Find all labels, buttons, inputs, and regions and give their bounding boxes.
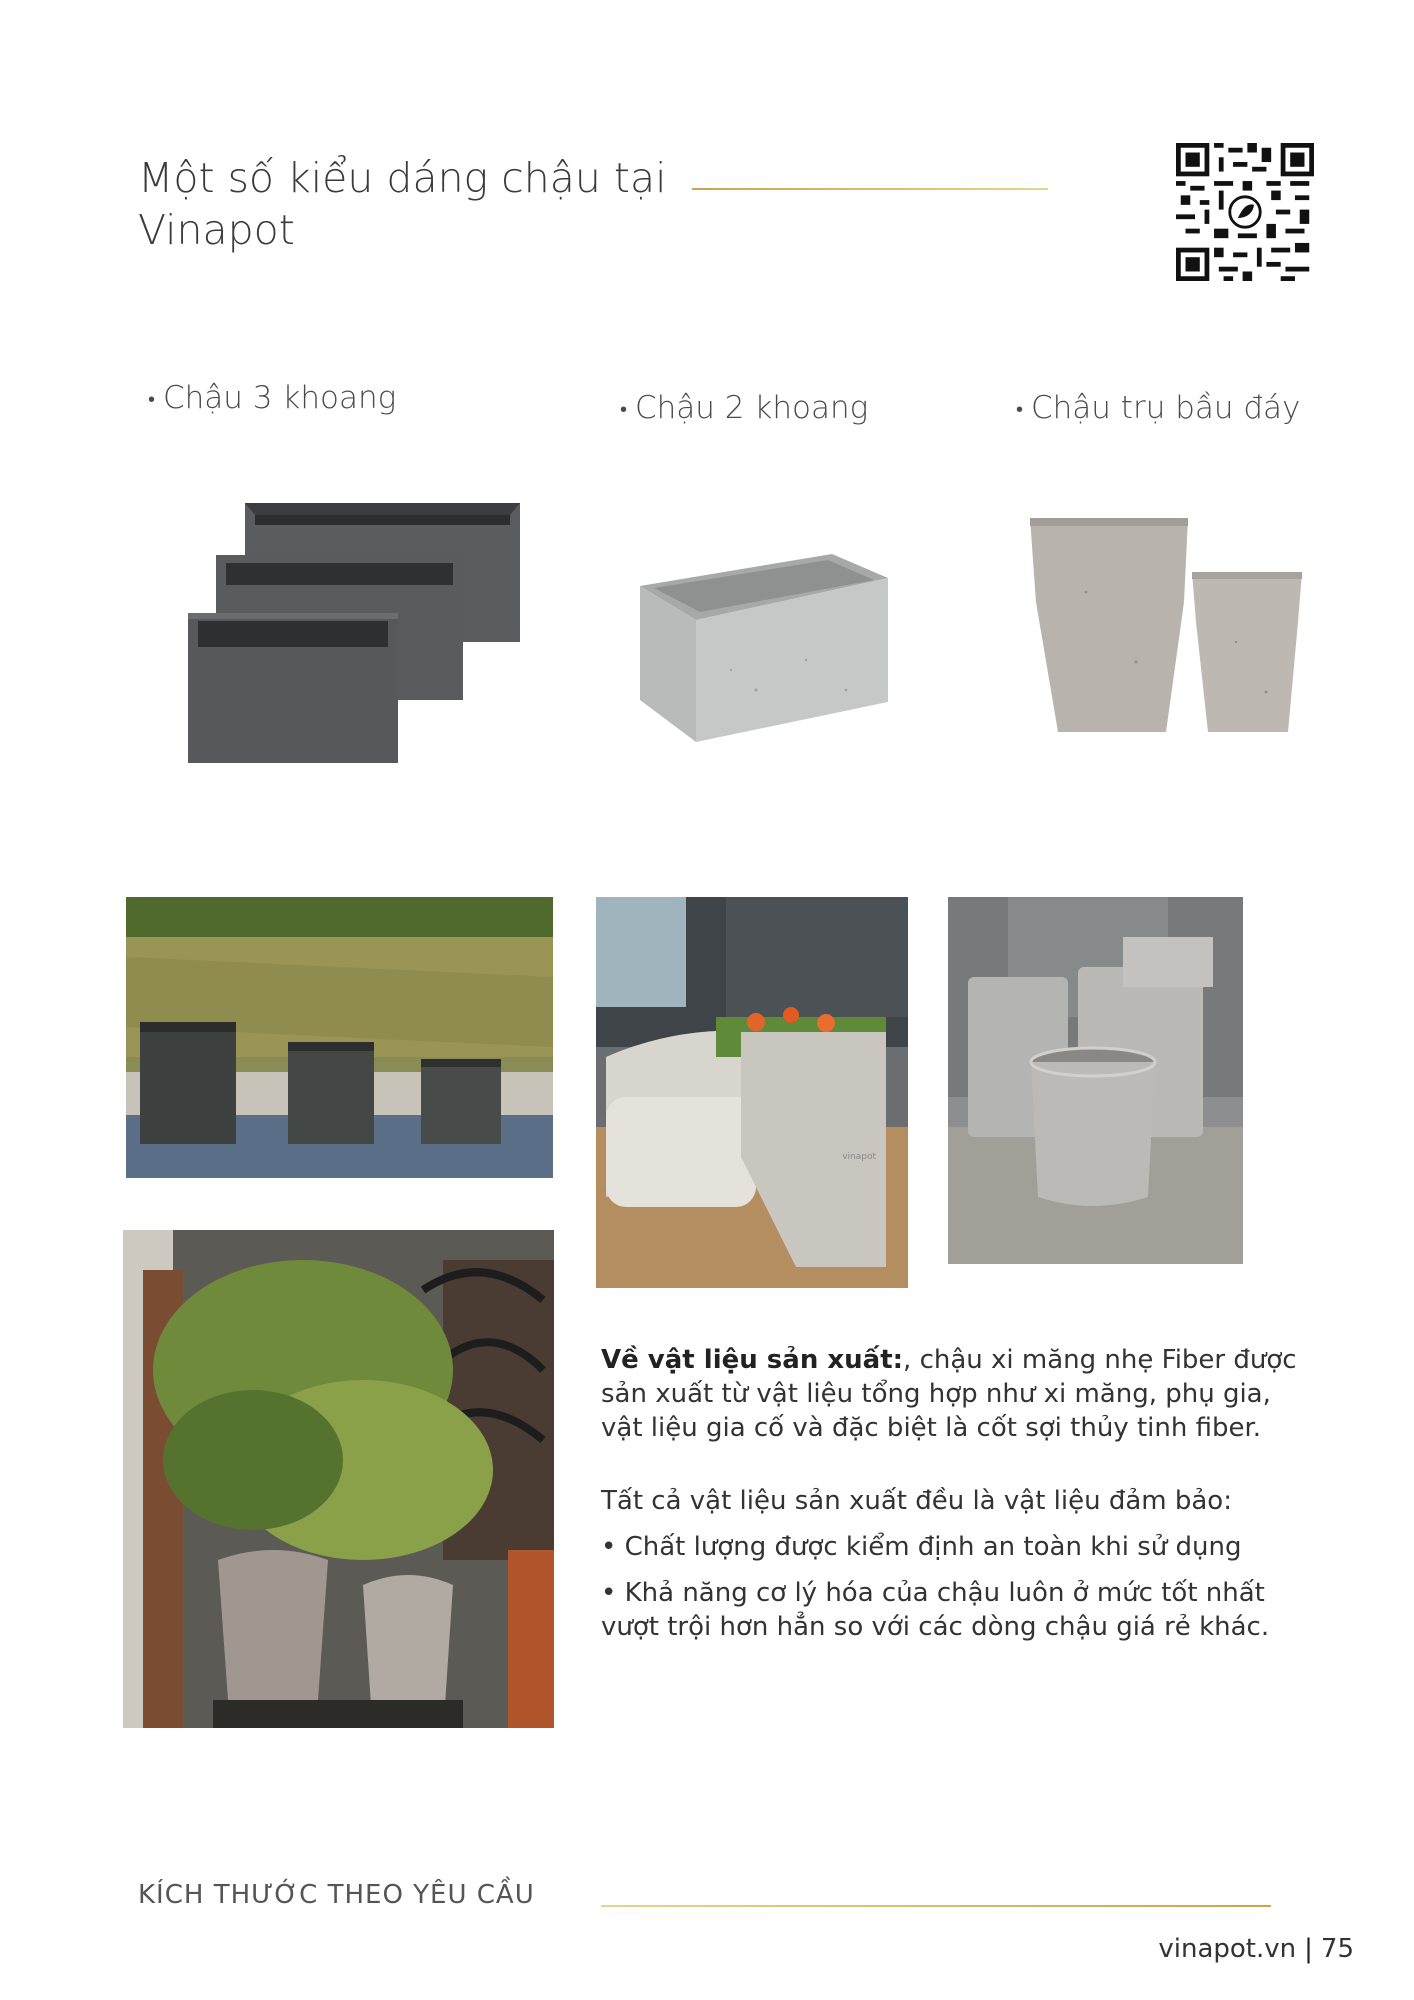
material-bullet-quality: • Chất lượng được kiểm định an toàn khi sử dụng <box>601 1532 1242 1562</box>
outdoor-cube-planters-photo <box>126 897 553 1178</box>
website-link[interactable]: vinapot.vn <box>1158 1934 1297 1964</box>
page-title <box>138 152 698 256</box>
footer-divider <box>601 1905 1271 1907</box>
material-guarantee <box>601 1484 1321 1644</box>
category-label-3-compartment: • Chậu 3 khoang <box>148 380 397 416</box>
material-line-1: Về vật liệu sản xuất:, chậu xi măng nhẹ Fiber được <box>601 1345 1297 1375</box>
footer-tagline: KÍCH THƯỚC THEO YÊU CẦU <box>138 1880 535 1910</box>
title-line-2: Vinapot <box>138 206 295 254</box>
three-compartment-planter-image <box>180 495 530 775</box>
round-planters-photo <box>948 897 1243 1264</box>
category-label-2-compartment: • Chậu 2 khoang <box>620 390 869 426</box>
qr-code-icon[interactable] <box>1176 143 1314 281</box>
title-line-1: Một số kiểu dáng chậu tại <box>138 154 667 202</box>
photo-watermark: vinapot <box>842 1152 876 1162</box>
footer-separator: | <box>1304 1934 1313 1964</box>
category-label-round-bottom: • Chậu trụ bầu đáy <box>1016 390 1301 426</box>
material-line-2: sản xuất từ vật liệu tổng hợp như xi măng, phụ gia, <box>601 1379 1271 1409</box>
material-line-3: vật liệu gia cố và đặc biệt là cốt sợi thủy tinh fiber. <box>601 1413 1262 1443</box>
two-compartment-planter-image <box>636 550 892 750</box>
material-description <box>601 1343 1321 1445</box>
page-number: 75 <box>1320 1934 1354 1964</box>
material-intro: Tất cả vật liệu sản xuất đều là vật liệu đảm bảo: <box>601 1486 1232 1516</box>
round-bottom-planter-image <box>1026 512 1306 742</box>
material-bullet-mechanical: • Khả năng cơ lý hóa của chậu luôn ở mức tốt nhất <box>601 1578 1265 1608</box>
page-footer <box>1158 1934 1354 1964</box>
material-bullet-mechanical-cont: vượt trội hơn hẳn so với các dòng chậu giá rẻ khác. <box>601 1612 1270 1642</box>
potted-plants-photo <box>123 1230 554 1728</box>
office-planter-photo <box>596 897 908 1288</box>
title-divider <box>692 188 1048 190</box>
